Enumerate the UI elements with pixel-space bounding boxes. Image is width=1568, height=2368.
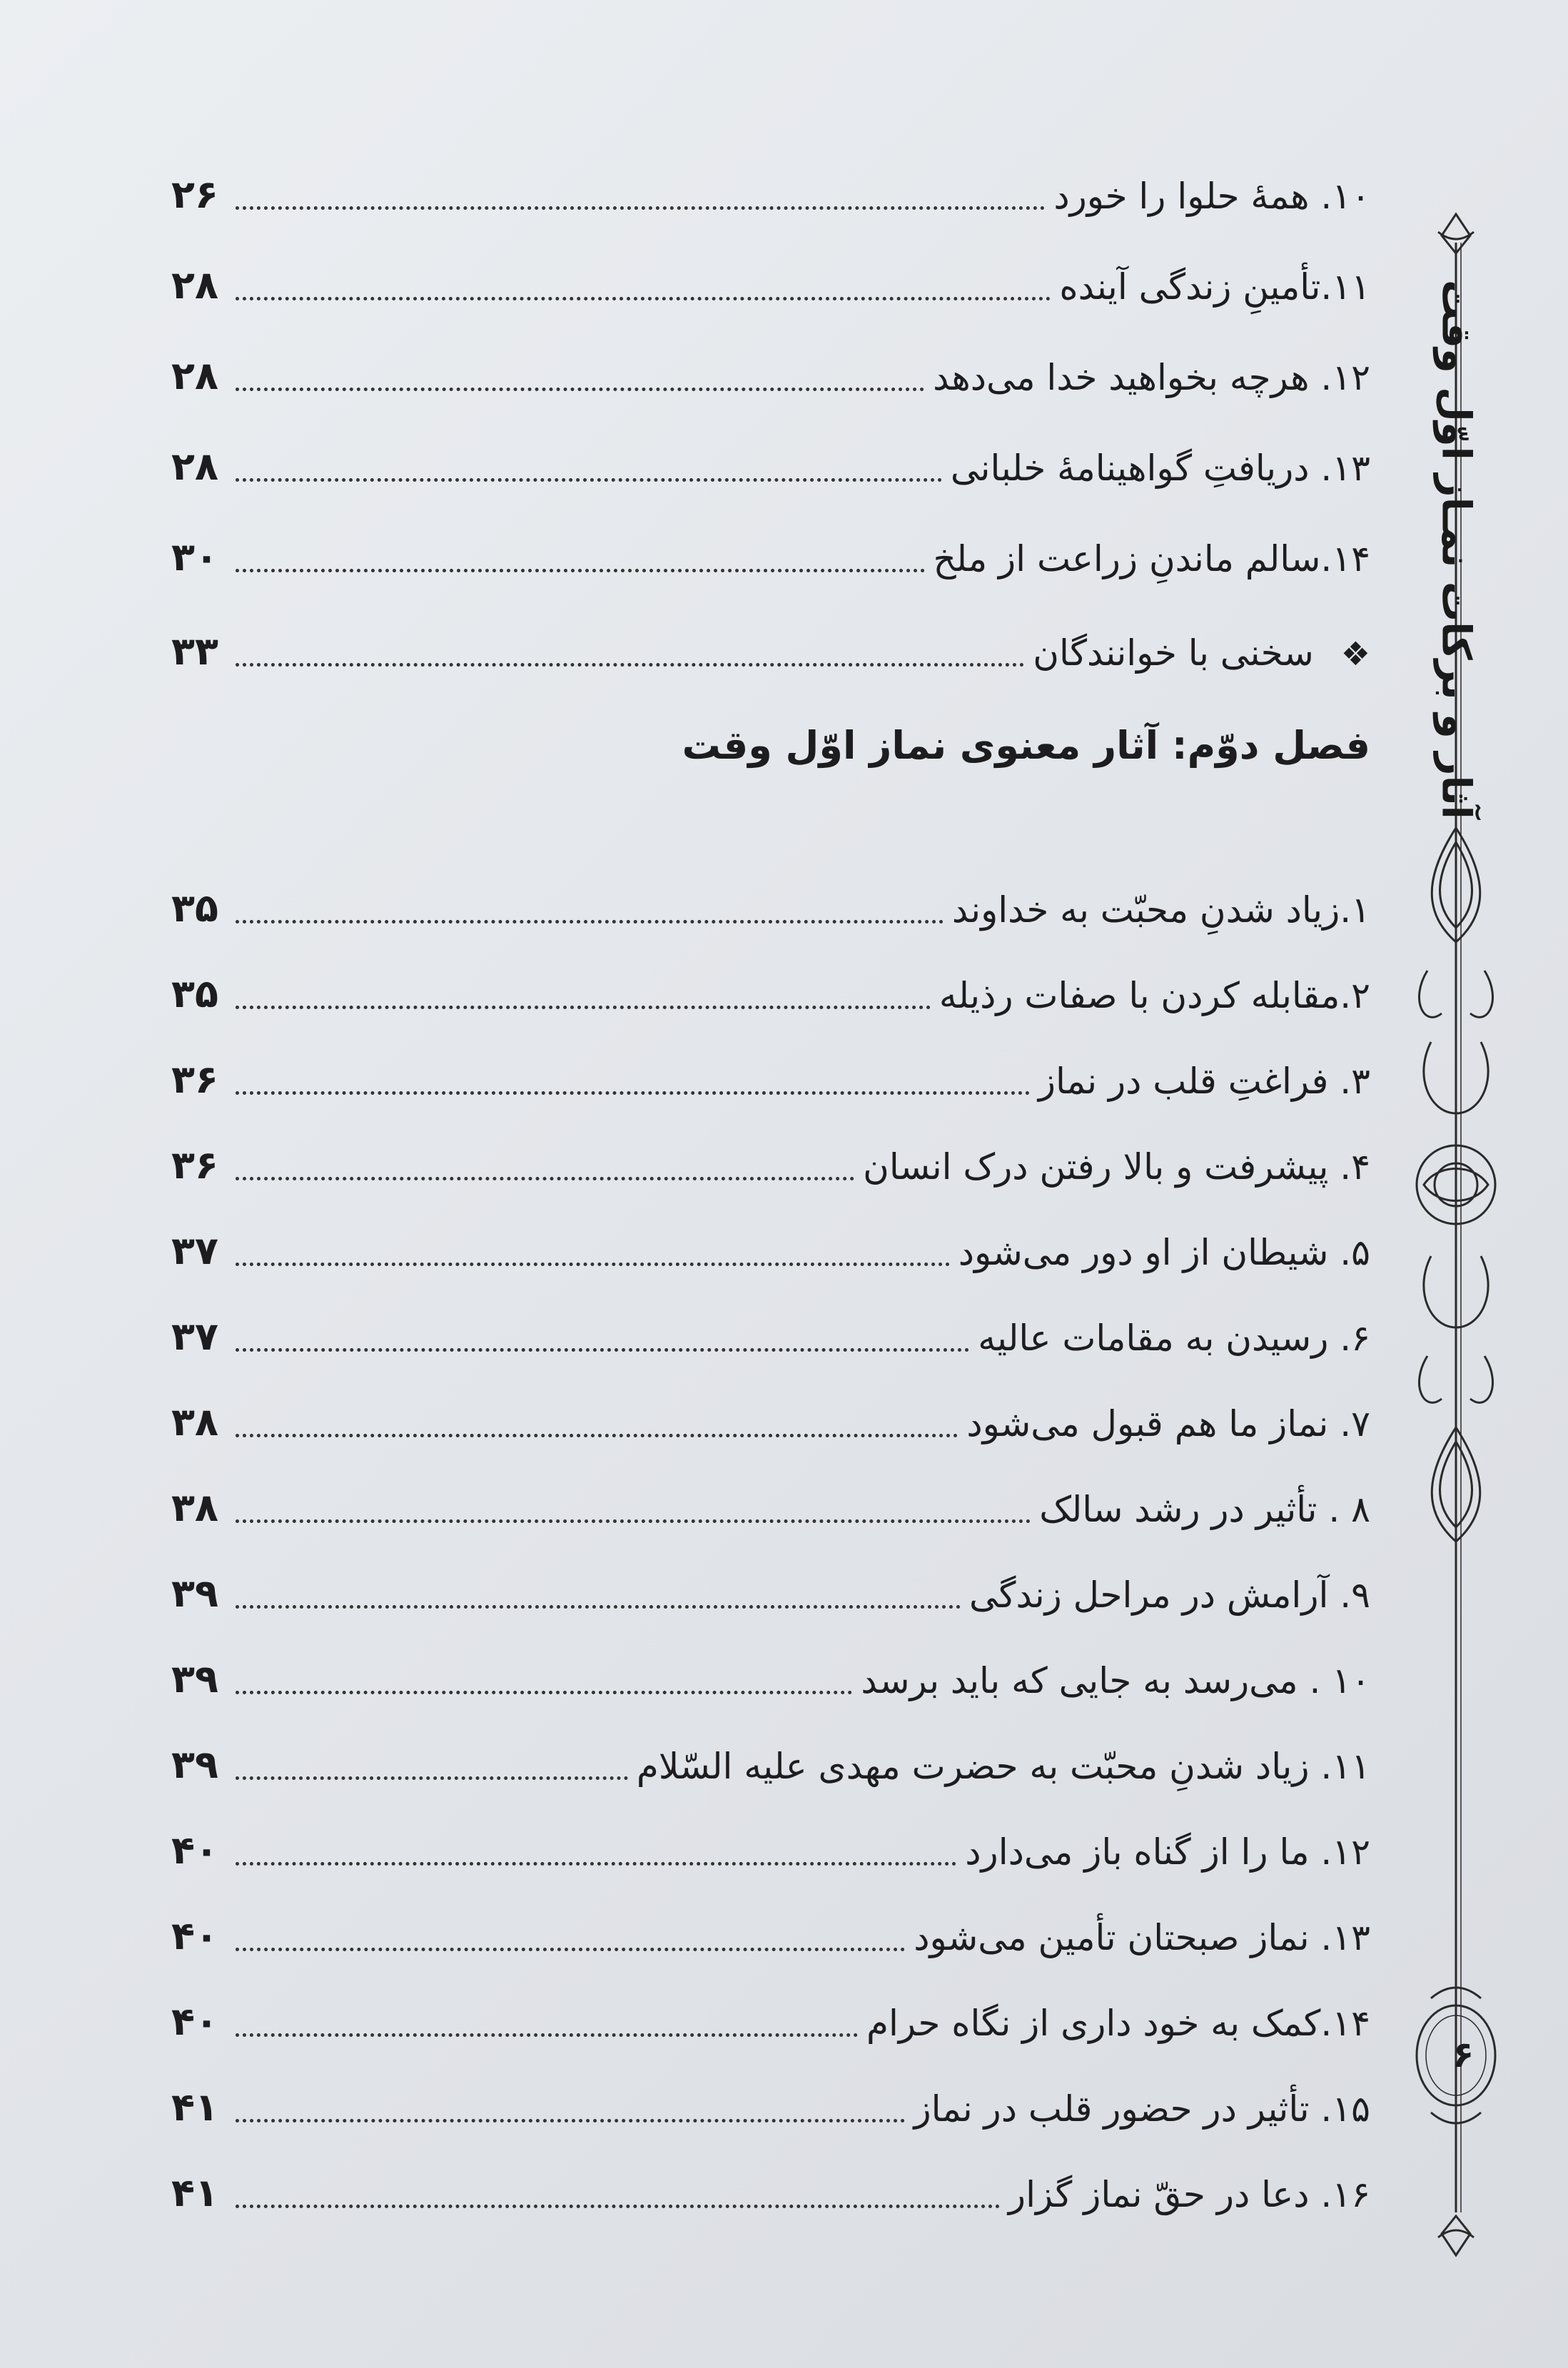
toc-entry-label: ۴. پیشرفت و بالا رفتن درک انسان bbox=[863, 1146, 1370, 1188]
toc-entry[interactable] bbox=[171, 1713, 1370, 1787]
toc-entry-page: ۲۸ bbox=[171, 263, 218, 308]
toc-entry-label: ۱۱. زیاد شدنِ محبّت به حضرت مهدی علیه السّلام bbox=[636, 1746, 1370, 1787]
toc-entry-label: ۱۲. ما را از گناه باز می‌دارد bbox=[965, 1831, 1370, 1873]
toc-entry[interactable] bbox=[171, 1285, 1370, 1359]
toc-entry-label: ۱۴.کمک به خود داری از نگاه حرام bbox=[866, 2003, 1370, 2044]
toc-entry-page: ۳۶ bbox=[171, 1057, 218, 1102]
toc-entry[interactable] bbox=[171, 415, 1370, 489]
toc-entry-label: ۱۰ . می‌رسد به جایی که باید برسد bbox=[861, 1660, 1370, 1701]
toc-entry-label: ۱۵. تأثیر در حضور قلب در نماز bbox=[914, 2088, 1370, 2130]
dot-leader bbox=[236, 206, 1045, 210]
toc-entry-page: ۳۶ bbox=[171, 1143, 218, 1188]
dot-leader bbox=[236, 388, 924, 391]
toc-entry-label: ۹. آرامش در مراحل زندگی bbox=[968, 1574, 1370, 1616]
toc-entry-page: ۳۹ bbox=[171, 1656, 218, 1701]
toc-entry-label: ۱۱.تأمینِ زندگی آینده bbox=[1059, 266, 1370, 308]
toc-entry-label: ۶. رسیدن به مقامات عالیه bbox=[978, 1317, 1370, 1359]
toc-entry-label: ۷. نماز ما هم قبول می‌شود bbox=[966, 1403, 1370, 1444]
toc-entry-label: ۱۲. هرچه بخواهید خدا می‌دهد bbox=[933, 357, 1370, 398]
dot-leader bbox=[236, 1348, 969, 1352]
toc-entry-label: ۲.مقابله کردن با صفات رذیله bbox=[939, 975, 1370, 1016]
toc-entry-page: ۲۶ bbox=[171, 172, 218, 217]
toc-entry[interactable] bbox=[171, 856, 1370, 931]
toc-entry-page: ۳۳ bbox=[171, 629, 218, 674]
toc-entry-label: ۱۳. دریافتِ گواهینامهٔ خلبانی bbox=[950, 447, 1370, 489]
toc-entry-page: ۴۱ bbox=[171, 2085, 218, 2130]
dot-leader bbox=[236, 1862, 956, 1866]
toc-entry-page: ۳۸ bbox=[171, 1400, 218, 1444]
toc-entry[interactable] bbox=[171, 143, 1370, 217]
toc-entry-readers-note[interactable] bbox=[171, 599, 1370, 674]
toc-entry-label: ۸ . تأثیر در رشد سالک bbox=[1039, 1489, 1370, 1530]
toc-entry-page: ۴۰ bbox=[171, 1913, 218, 1958]
dot-leader bbox=[236, 663, 1024, 667]
toc-entry[interactable] bbox=[171, 1370, 1370, 1442]
dot-leader bbox=[236, 1691, 852, 1694]
dot-leader bbox=[236, 2033, 858, 2037]
dot-leader bbox=[236, 1434, 958, 1437]
toc-entry-page: ۳۵ bbox=[171, 886, 218, 931]
ornament-star-icon: ❖ bbox=[1340, 634, 1370, 673]
toc-entry-page: ۳۹ bbox=[171, 1742, 218, 1787]
dot-leader bbox=[236, 1519, 1031, 1523]
page-number: ۶ bbox=[1452, 2034, 1475, 2075]
running-head bbox=[1417, 257, 1495, 842]
dot-leader bbox=[236, 569, 925, 572]
toc-entry[interactable] bbox=[171, 1970, 1370, 2044]
dot-leader bbox=[236, 1263, 950, 1266]
dot-leader bbox=[236, 920, 944, 924]
dot-leader bbox=[236, 1006, 931, 1009]
running-head-text: آثار و برکات نمـاز اوّل وقت bbox=[1432, 280, 1480, 819]
readers-note-label: سخنی با خوانندگان bbox=[1033, 632, 1314, 674]
toc-entry[interactable] bbox=[171, 942, 1370, 1016]
dot-leader bbox=[236, 2205, 1000, 2208]
toc-entry-label: ۱.زیاد شدنِ محبّت به خداوند bbox=[951, 889, 1370, 931]
toc-entry[interactable] bbox=[171, 2055, 1370, 2130]
toc-entry[interactable] bbox=[171, 1798, 1370, 1873]
dot-leader bbox=[236, 1948, 905, 1951]
toc-entry[interactable] bbox=[171, 1113, 1370, 1188]
dot-leader bbox=[236, 1091, 1030, 1095]
chapter-heading: فصل دوّم: آثار معنوی نماز اوّل وقت bbox=[682, 723, 1370, 768]
toc-entry-page: ۳۵ bbox=[171, 971, 218, 1016]
toc-entry[interactable] bbox=[171, 1456, 1370, 1530]
toc-entry[interactable] bbox=[171, 233, 1370, 308]
toc-entry[interactable] bbox=[171, 1199, 1370, 1273]
bottom-finial-ornament bbox=[1438, 2216, 1474, 2255]
dot-leader bbox=[236, 478, 942, 482]
toc-entry[interactable] bbox=[171, 505, 1370, 580]
toc-entry[interactable] bbox=[171, 2141, 1370, 2215]
toc-entry-page: ۳۰ bbox=[171, 535, 218, 580]
toc-entry-page: ۳۸ bbox=[171, 1485, 218, 1530]
toc-entry-page: ۲۸ bbox=[171, 353, 218, 398]
toc-entry-page: ۲۸ bbox=[171, 444, 218, 489]
toc-entry-label: ۳. فراغتِ قلب در نماز bbox=[1038, 1061, 1370, 1102]
toc-entry-page: ۴۰ bbox=[171, 1828, 218, 1873]
toc-entry-label bbox=[1024, 632, 1370, 674]
dot-leader bbox=[236, 1605, 961, 1609]
toc-entry-page: ۳۹ bbox=[171, 1571, 218, 1616]
dot-leader bbox=[236, 1177, 854, 1180]
toc-entry[interactable] bbox=[171, 1542, 1370, 1616]
toc-entry-label: ۵. شیطان از او دور می‌شود bbox=[958, 1232, 1370, 1273]
toc-entry-page: ۴۱ bbox=[171, 2170, 218, 2215]
dot-leader bbox=[236, 2119, 905, 2122]
toc-entry-page: ۳۷ bbox=[171, 1228, 218, 1273]
toc-entry-page: ۴۰ bbox=[171, 1999, 218, 2044]
dot-leader bbox=[236, 297, 1051, 300]
toc-entry-page: ۳۷ bbox=[171, 1314, 218, 1359]
toc-entry[interactable] bbox=[171, 1627, 1370, 1699]
toc-entry-label: ۱۴.سالم ماندنِ زراعت از ملخ bbox=[933, 538, 1370, 580]
dot-leader bbox=[236, 1776, 628, 1780]
toc-entry-label: ۱۳. نماز صبحتان تأمین می‌شود bbox=[914, 1917, 1370, 1958]
toc-entry[interactable] bbox=[171, 1028, 1370, 1102]
toc-entry-label: ۱۰. همهٔ حلوا را خورد bbox=[1053, 176, 1370, 217]
toc-entry[interactable] bbox=[171, 1884, 1370, 1958]
toc-entry[interactable] bbox=[171, 324, 1370, 398]
toc-entry-label: ۱۶. دعا در حقّ نماز گزار bbox=[1008, 2174, 1370, 2215]
